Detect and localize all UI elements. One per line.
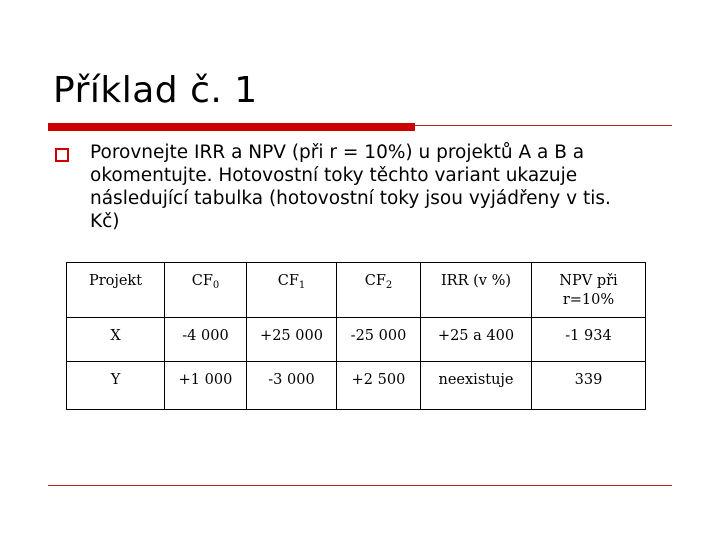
header-label: CF <box>191 273 213 289</box>
table-cell: X <box>67 318 165 362</box>
table-header-row <box>67 263 646 318</box>
slide-title: Příklad č. 1 <box>53 70 258 111</box>
table-cell: +25 000 <box>247 318 337 362</box>
paragraph-line: okomentujte. Hotovostní toky těchto variant ukazuje <box>90 165 578 186</box>
header-cf1 <box>247 263 337 318</box>
cashflow-table <box>66 262 646 410</box>
paragraph-line: následující tabulka (hotovostní toky jsou vyjádřeny v tis. <box>90 188 611 209</box>
square-bullet-icon <box>55 148 69 162</box>
header-label: CF <box>277 273 299 289</box>
header-subscript: 1 <box>298 280 306 291</box>
paragraph-line: Kč) <box>90 211 120 232</box>
header-label: CF <box>364 273 386 289</box>
table-cell: +25 a 400 <box>421 318 532 362</box>
header-label: Projekt <box>88 273 143 289</box>
header-label: NPV při <box>559 273 618 289</box>
header-cf0 <box>165 263 247 318</box>
table-cell: +2 500 <box>337 362 421 410</box>
table-cell: +1 000 <box>165 362 247 410</box>
paragraph-line: Porovnejte IRR a NPV (při r = 10%) u projektů A a B a <box>90 142 585 163</box>
footer-divider-line <box>48 485 672 486</box>
table-cell: -4 000 <box>165 318 247 362</box>
task-paragraph <box>90 141 680 233</box>
table-row <box>67 362 646 410</box>
header-cf2 <box>337 263 421 318</box>
header-label: r=10% <box>562 292 615 308</box>
header-subscript: 2 <box>385 280 393 291</box>
table-cell: Y <box>67 362 165 410</box>
title-accent-bar <box>48 123 415 131</box>
header-projekt <box>67 263 165 318</box>
header-label: IRR (v %) <box>440 273 512 289</box>
header-subscript: 0 <box>212 280 220 291</box>
header-irr <box>421 263 532 318</box>
table-cell: -3 000 <box>247 362 337 410</box>
table-cell: -1 934 <box>532 318 646 362</box>
table-row <box>67 318 646 362</box>
table-cell: 339 <box>532 362 646 410</box>
table-cell: -25 000 <box>337 318 421 362</box>
header-npv <box>532 263 646 318</box>
table-cell: neexistuje <box>421 362 532 410</box>
